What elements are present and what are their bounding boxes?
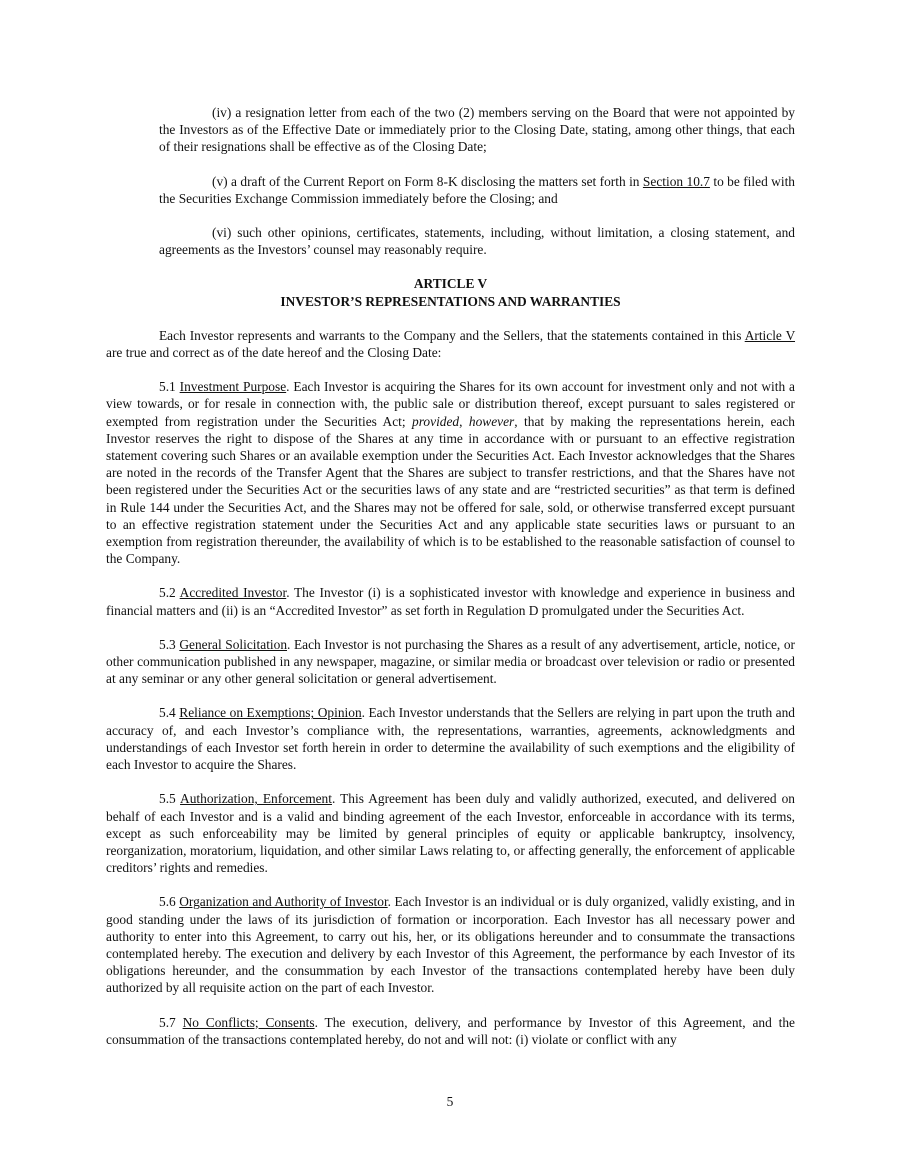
section-5-1: [106, 378, 795, 567]
section-number: 5.6: [159, 894, 180, 910]
section-number: 5.3: [159, 636, 180, 652]
section-title: Accredited Investor: [179, 585, 287, 601]
section-title: Reliance on Exemptions; Opinion: [179, 705, 362, 721]
article-v-reference: Article V: [744, 327, 796, 343]
section-text: . Each Investor is acquiring the Shares for its own account for investment only and not with a view towards, or for resale in connection with, the public sale or distribution thereof, except pursuant to sales registered or exempted from registration under the Securities Act;: [106, 379, 795, 429]
section-number: 5.7: [159, 1014, 183, 1030]
page-content: [106, 104, 795, 1065]
article-heading: [106, 275, 795, 309]
section-text: . Each Investor is not purchasing the Shares as a result of any advertisement, article, notice, or other communication published in any newspaper, magazine, or similar media or broadcast over television or radio or presented at any seminar or any other general solicitation or general advertisement.: [106, 636, 795, 687]
section-text: . Each Investor is an individual or is duly organized, validly existing, and in good standing under the laws of its jurisdiction of formation or incorporation. Each Investor has all necessary power and authority to enter into this Agreement, to carry out his, her, or its obligations hereunder and to consummate the transactions contemplated hereby. The execution and delivery by each Investor of this Agreement, the performance by each Investor of its obligations hereunder, and the consummation by each Investor of the transactions contemplated hereby have been duly authorized by all requisite action on the part of each Investor.: [106, 894, 795, 996]
section-5-7: [106, 1014, 795, 1048]
clause-iv: (iv) a resignation letter from each of the two (2) members serving on the Board that were not appointed by the Investors as of the Effective Date or immediately prior to the Closing Date, stating, among other things, that each of their resignations shall be effective as of the Closing Date;: [159, 105, 795, 155]
section-text: . This Agreement has been duly and validly authorized, executed, and delivered on behalf of each Investor and is a valid and binding agreement of the each Investor, enforceable in accordance with its terms, except as such enforceability may be limited by general principles of equity or applicable bankruptcy, insolvency, reorganization, moratorium, liquidation, and other similar Laws relating to, or affecting generally, the enforcement of applicable creditors’ rights and remedies.: [106, 791, 795, 876]
section-number: 5.5: [159, 791, 181, 807]
intro-text-b: are true and correct as of the date hereof and the Closing Date:: [106, 345, 442, 361]
section-5-3: [106, 636, 795, 688]
section-5-4: [106, 704, 795, 773]
article-title: INVESTOR’S REPRESENTATIONS AND WARRANTIES: [280, 293, 621, 309]
section-title: Organization and Authority of Investor: [179, 894, 388, 910]
section-title: Authorization, Enforcement: [180, 791, 332, 807]
italic-however: however: [468, 413, 515, 429]
intro-text-a: Each Investor represents and warrants to the Company and the Sellers, that the statements contained in this: [159, 327, 745, 343]
article-number: ARTICLE V: [413, 276, 488, 292]
section-5-5: [106, 790, 795, 876]
clause-v: [106, 173, 795, 207]
section-number: 5.4: [159, 705, 180, 721]
section-title: General Solicitation: [179, 636, 288, 652]
section-5-2: [106, 584, 795, 618]
section-10-7-reference: Section 10.7: [642, 173, 710, 189]
section-text: . The Investor (i) is a sophisticated investor with knowledge and experience in business and financial matters and (ii) is an “Accredited Investor” as set forth in Regulation D promulgated under the Securities Act.: [106, 585, 795, 618]
section-text: . The execution, delivery, and performance by Investor of this Agreement, and the consummation of the transactions contemplated hereby, do not and will not: (i) violate or conflict with any: [106, 1014, 795, 1047]
page-number: 5: [446, 1094, 454, 1109]
italic-provided: provided: [412, 413, 460, 429]
clause-v-text-a: (v) a draft of the Current Report on Form 8-K disclosing the matters set forth in: [212, 173, 643, 189]
section-text-comma: ,: [459, 413, 469, 429]
article-intro: [106, 327, 795, 361]
section-text: , that by making the representations herein, each Investor reserves the right to dispose of the Shares at any time in accordance with or pursuant to an effective registration statement covering such Shares or an available exemption under the Securities Act. Each Investor acknowledges that the Shares are noted in the records of the Transfer Agent that the Shares are subject to transfer restrictions, and that the Shares have not been registered under the Securities Act or the securities laws of any state and are “restricted securities” as that term is defined in Rule 144 under the Securities Act, and the Shares may not be offered for sale, sold, or otherwise transferred except pursuant to an effective registration statement under the Securities Act and any applicable state securities laws or pursuant to an exemption from registration thereunder, the availability of which is to be established to the reasonable satisfaction of counsel to the Company.: [106, 413, 795, 567]
section-title: Investment Purpose: [179, 379, 287, 395]
section-number: 5.2: [159, 585, 180, 601]
clause-vi: (vi) such other opinions, certificates, statements, including, without limitation, a closing statement, and agreements as the Investors’ counsel may reasonably require.: [159, 225, 795, 258]
section-5-6: [106, 893, 795, 996]
section-text: . Each Investor understands that the Sellers are relying in part upon the truth and accuracy of, and each Investor’s compliance with, the representations, warranties, agreements, acknowledgments and understandings of each Investor set forth herein in order to determine the availability of such exemptions and the eligibility of each Investor to acquire the Shares.: [106, 705, 796, 773]
section-title: No Conflicts; Consents: [182, 1014, 315, 1030]
clause-v-text-b: to be filed with the Securities Exchange Commission immediately before the Closing; and: [159, 173, 795, 206]
section-number: 5.1: [159, 379, 180, 395]
